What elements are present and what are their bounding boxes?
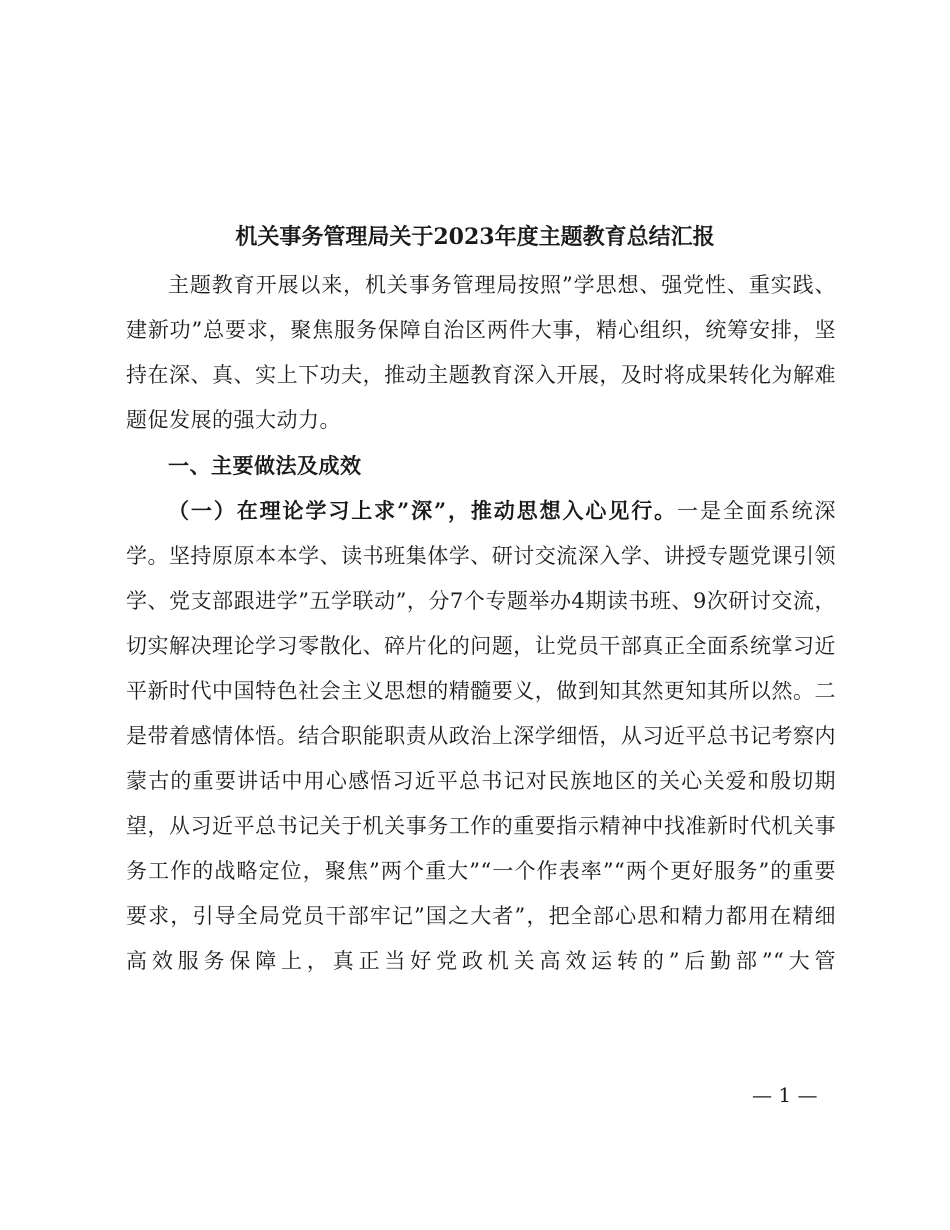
page-number: — 1 — — [752, 1083, 818, 1107]
document-body — [126, 263, 836, 984]
subsection-heading: （一）在理论学习上求”深”，推动思想入心见行。 — [168, 498, 678, 523]
subsection-paragraph — [126, 488, 836, 984]
section-heading: 一、主要做法及成效 — [168, 453, 362, 478]
intro-paragraph: 主题教育开展以来，机关事务管理局按照”学思想、强党性、重实践、建新功”总要求，聚焦服务保障自治区两件大事，精心组织，统筹安排，坚持在深、真、实上下功夫，推动主题教育深入开展，及时将成果转化为解难题促发展的强大动力。 — [126, 273, 836, 432]
document-title: 机关事务管理局关于2023年度主题教育总结汇报 — [235, 224, 715, 250]
subsection-body: 一是全面系统深学。坚持原原本本学、读书班集体学、研讨交流深入学、讲授专题党课引领学、党支部跟进学”五学联动”，分7个专题举办4期读书班、9次研讨交流，切实解决理论学习零散化、碎片化的问题，让党员干部真正全面系统掌习近平新时代中国特色社会主义思想的精髓要义，做到知其然更知其所以然。二是带着感情体悟。结合职能职责从政治上深学细悟，从习近平总书记考察内蒙古的重要讲话中用心感悟习近平总书记对民族地区的关心关爱和殷切期望，从习近平总书记关于机关事务工作的重要指示精神中找准新时代机关事务工作的战略定位，聚焦”两个重大”“一个作表率”“两个更好服务”的重要要求，引导全局党员干部牢记”国之大者”，把全部心思和精力都用在精细高效服务保障上，真正当好党政机关高效运转的”后勤部”“大管 — [126, 499, 836, 973]
